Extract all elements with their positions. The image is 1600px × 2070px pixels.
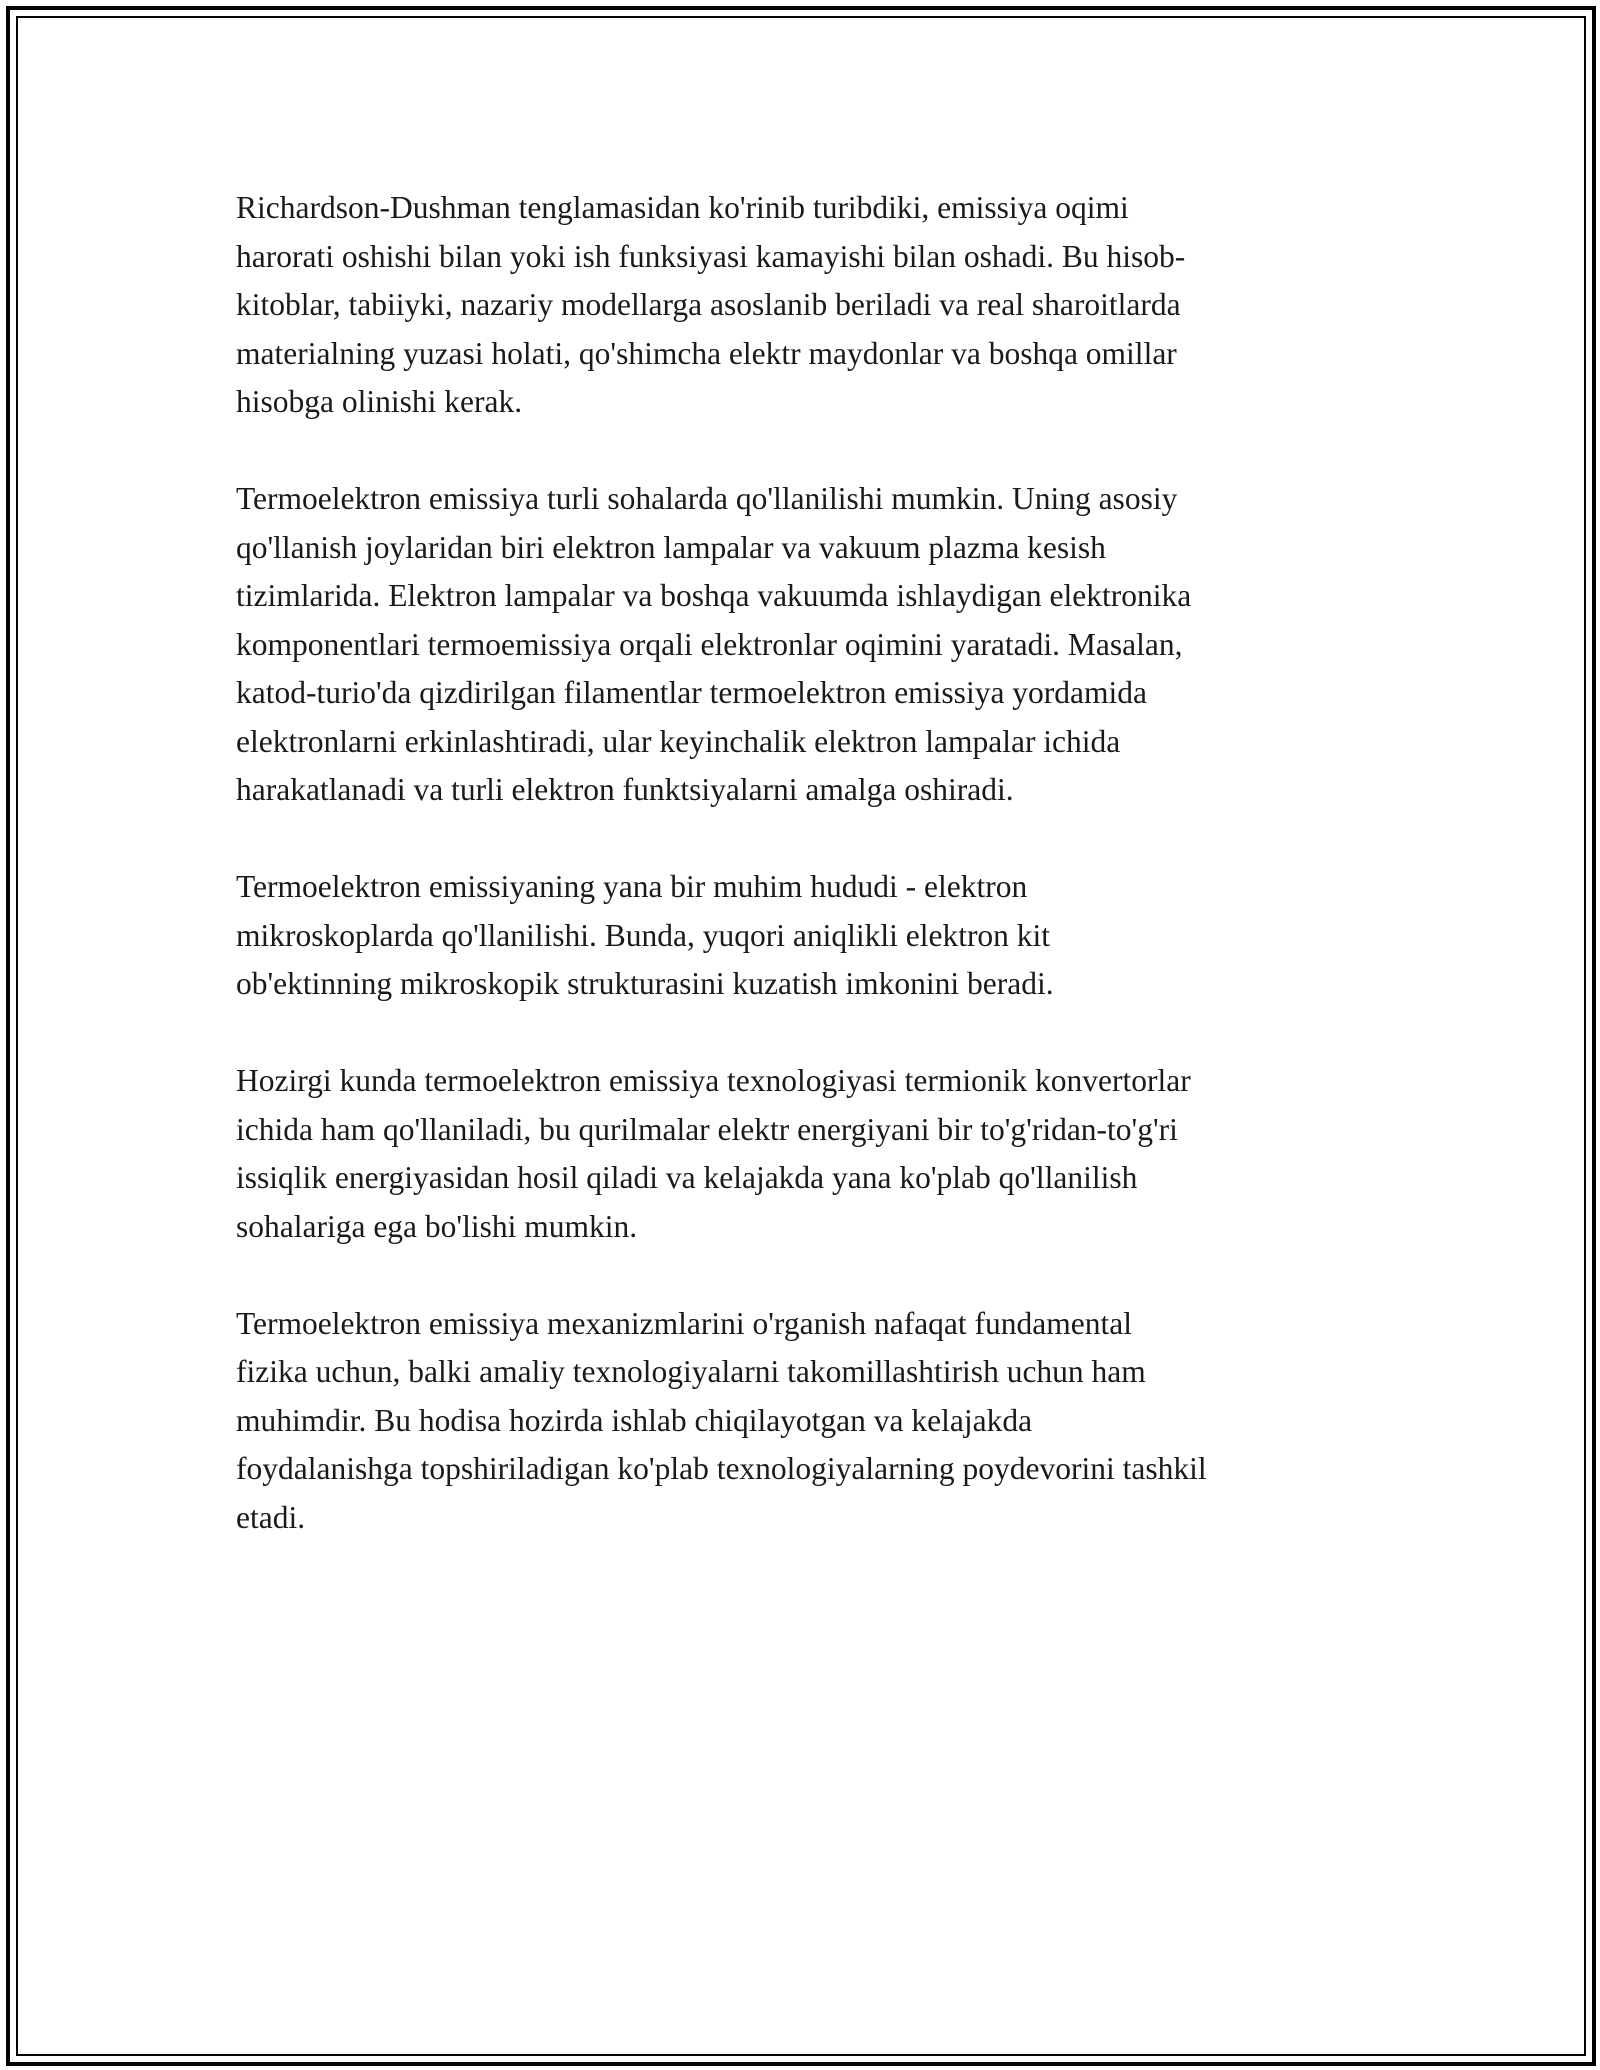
paragraph-2 bbox=[236, 475, 1396, 815]
text-line: hisobga olinishi kerak. bbox=[236, 384, 523, 419]
document-body bbox=[236, 184, 1396, 1591]
text-line: foydalanishga topshiriladigan ko'plab texnologiyalarning poydevorini tashkil bbox=[236, 1451, 1207, 1486]
text-line: harakatlanadi va turli elektron funktsiyalarni amalga oshiradi. bbox=[236, 772, 1014, 807]
text-line: issiqlik energiyasidan hosil qiladi va kelajakda yana ko'plab qo'llanilish bbox=[236, 1160, 1138, 1195]
text-line: etadi. bbox=[236, 1499, 306, 1535]
text-line: muhimdir. Bu hodisa hozirda ishlab chiqilayotgan va kelajakda bbox=[236, 1402, 1033, 1438]
text-line: elektronlarni erkinlashtiradi, ular keyinchalik elektron lampalar ichida bbox=[236, 723, 1121, 759]
paragraph-4 bbox=[236, 1057, 1396, 1251]
paragraph-3 bbox=[236, 863, 1396, 1009]
text-line: materialning yuzasi holati, qo'shimcha elektr maydonlar va boshqa omillar bbox=[236, 335, 1177, 371]
text-line: fizika uchun, balki amaliy texnologiyalarni takomillashtirish uchun ham bbox=[236, 1354, 1146, 1389]
paragraph-1 bbox=[236, 184, 1396, 427]
text-line: Termoelektron emissiyaning yana bir muhim hududi - elektron bbox=[236, 869, 1028, 904]
text-line: Termoelektron emissiya mexanizmlarini o'rganish nafaqat fundamental bbox=[236, 1305, 1132, 1341]
text-line: katod-turio'da qizdirilgan filamentlar termoelektron emissiya yordamida bbox=[236, 675, 1148, 710]
text-line: Termoelektron emissiya turli sohalarda qo'llanilishi mumkin. Uning asosiy bbox=[236, 481, 1178, 516]
text-line: harorati oshishi bilan yoki ish funksiyasi kamayishi bilan oshadi. Bu hisob- bbox=[236, 238, 1186, 274]
text-line: sohalariga ega bo'lishi mumkin. bbox=[236, 1208, 638, 1244]
text-line: Richardson-Dushman tenglamasidan ko'rinib turibdiki, emissiya oqimi bbox=[236, 190, 1129, 225]
text-line: Hozirgi kunda termoelektron emissiya texnologiyasi termionik konvertorlar bbox=[236, 1063, 1191, 1098]
text-line: tizimlarida. Elektron lampalar va boshqa vakuumda ishlaydigan elektronika bbox=[236, 578, 1192, 613]
text-line: ichida ham qo'llaniladi, bu qurilmalar elektr energiyani bir to'g'ridan-to'g'ri bbox=[236, 1111, 1178, 1147]
text-line: mikroskoplarda qo'llanilishi. Bunda, yuqori aniqlikli elektron kit bbox=[236, 917, 1051, 953]
text-line: komponentlari termoemissiya orqali elektronlar oqimini yaratadi. Masalan, bbox=[236, 626, 1183, 662]
text-line: qo'llanish joylaridan biri elektron lampalar va vakuum plazma kesish bbox=[236, 529, 1106, 565]
text-line: kitoblar, tabiiyki, nazariy modellarga asoslanib beriladi va real sharoitlarda bbox=[236, 287, 1181, 322]
text-line: ob'ektinning mikroskopik strukturasini kuzatish imkonini beradi. bbox=[236, 966, 1054, 1001]
paragraph-5 bbox=[236, 1300, 1396, 1543]
